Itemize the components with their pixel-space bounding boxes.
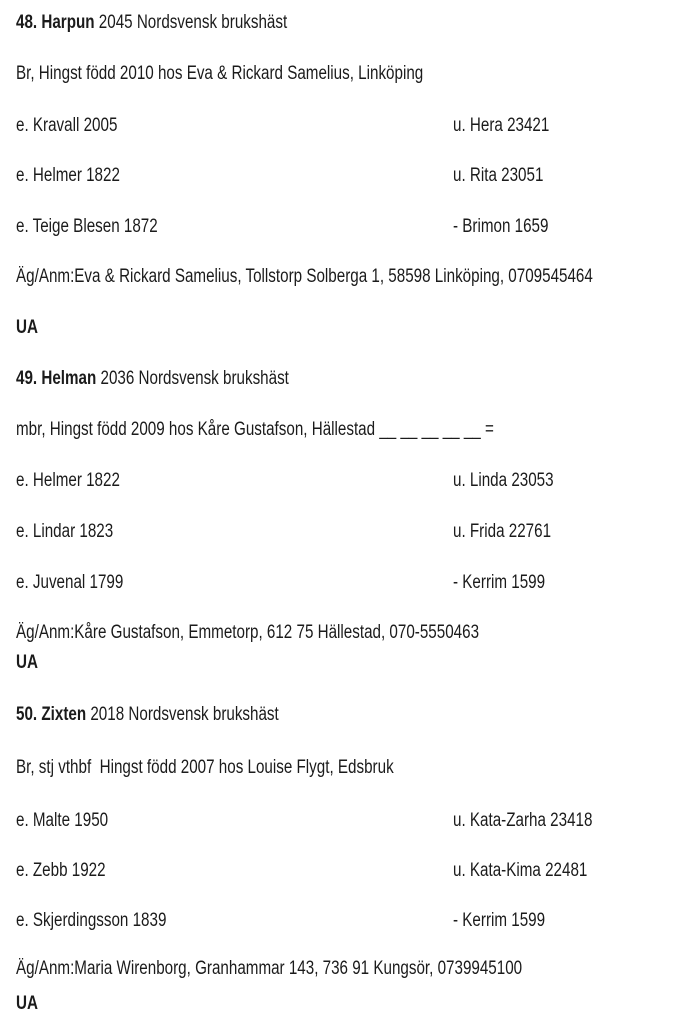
- entry-48-description: Br, Hingst född 2010 hos Eva & Rickard Samelius, Linköping: [16, 63, 424, 84]
- entry-48-dam-1: u. Hera 23421: [453, 115, 550, 136]
- entry-49-owner-line: Äg/Anm:Kåre Gustafson, Emmetorp, 612 75 Hällestad, 070-5550463: [16, 622, 480, 643]
- entry-48-sire-3: e. Teige Blesen 1872: [16, 216, 158, 237]
- entry-48-sire-2: e. Helmer 1822: [16, 165, 120, 186]
- entry-49-status: UA: [16, 652, 38, 673]
- entry-50-sire-3: e. Skjerdingsson 1839: [16, 910, 167, 931]
- entry-50-number-name: 50. Zixten: [16, 704, 87, 725]
- entry-48-title: [16, 11, 287, 34]
- entry-49-description: mbr, Hingst född 2009 hos Kåre Gustafson, Hällestad __ __ __ __ __ =: [16, 419, 494, 440]
- entry-49-number-name: 49. Helman: [16, 368, 97, 389]
- entry-48-number-name: 48. Harpun: [16, 12, 95, 33]
- entry-48-title-rest: 2045 Nordsvensk brukshäst: [94, 12, 288, 33]
- entry-50-owner-line: Äg/Anm:Maria Wirenborg, Granhammar 143, 736 91 Kungsör, 0739945100: [16, 958, 523, 979]
- entry-48-status: UA: [16, 317, 38, 338]
- entry-48-owner-line: Äg/Anm:Eva & Rickard Samelius, Tollstorp Solberga 1, 58598 Linköping, 0709545464: [16, 266, 593, 287]
- entry-50-dam-2: u. Kata-Kima 22481: [453, 860, 588, 881]
- entry-50-status: UA: [16, 993, 38, 1014]
- entry-49-title: [16, 367, 289, 390]
- entry-50-sire-2: e. Zebb 1922: [16, 860, 106, 881]
- entry-50-dam-1: u. Kata-Zarha 23418: [453, 810, 593, 831]
- entry-49-dam-2: u. Frida 22761: [453, 521, 552, 542]
- entry-50-description: Br, stj vthbf Hingst född 2007 hos Louise Flygt, Edsbruk: [16, 757, 394, 778]
- entry-49-sire-3: e. Juvenal 1799: [16, 572, 124, 593]
- entry-50-title-rest: 2018 Nordsvensk brukshäst: [86, 704, 279, 725]
- entry-48-dam-2: u. Rita 23051: [453, 165, 544, 186]
- entry-49-sire-2: e. Lindar 1823: [16, 521, 114, 542]
- entry-50-sire-1: e. Malte 1950: [16, 810, 109, 831]
- entry-50-dam-3: - Kerrim 1599: [453, 910, 546, 931]
- entry-49-dam-1: u. Linda 23053: [453, 470, 554, 491]
- entry-50-title: [16, 703, 279, 726]
- entry-49-sire-1: e. Helmer 1822: [16, 470, 120, 491]
- entry-48-dam-3: - Brimon 1659: [453, 216, 549, 237]
- entry-48-sire-1: e. Kravall 2005: [16, 115, 118, 136]
- entry-49-title-rest: 2036 Nordsvensk brukshäst: [96, 368, 289, 389]
- entry-49-dam-3: - Kerrim 1599: [453, 572, 546, 593]
